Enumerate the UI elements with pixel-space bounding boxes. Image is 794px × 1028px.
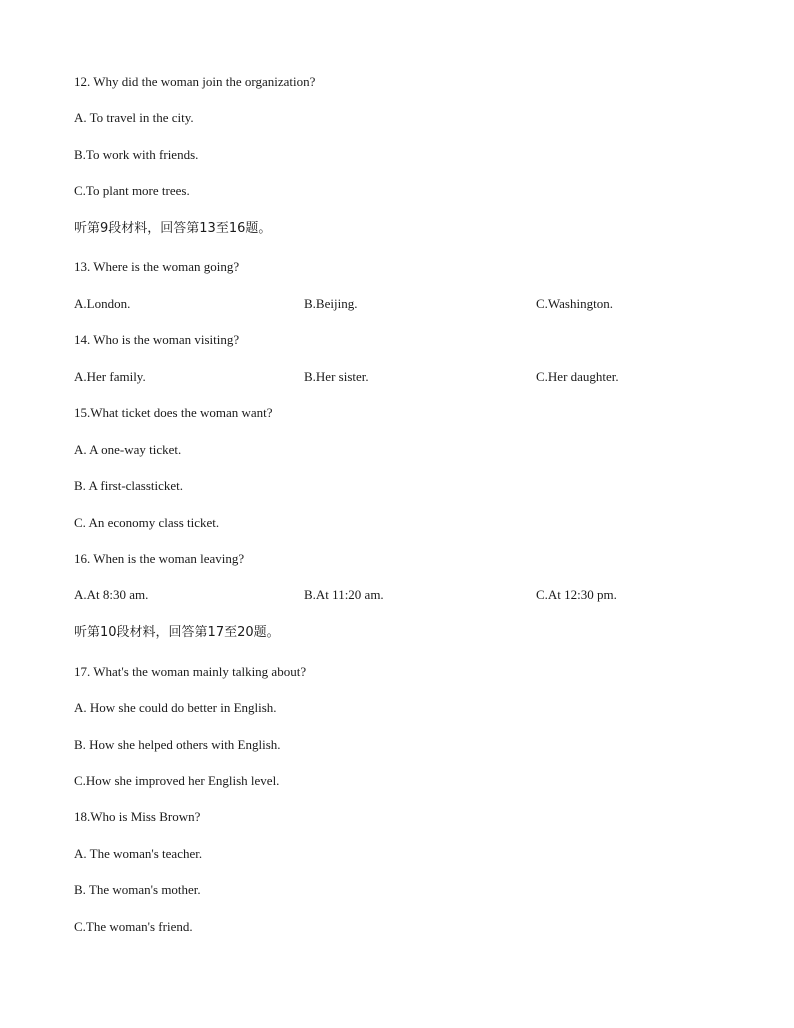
question-15-option-c: C. An economy class ticket.	[74, 515, 220, 530]
question-14-option-c: C.Her daughter.	[536, 369, 619, 384]
question-16-option-a: A.At 8:30 am.	[74, 587, 149, 602]
question-13-option-c: C.Washington.	[536, 296, 613, 311]
question-15-option-a: A. A one-way ticket.	[74, 442, 182, 457]
question-17-option-c: C.How she improved her English level.	[74, 773, 280, 788]
question-13: 13. Where is the woman going?	[74, 259, 240, 274]
question-12-option-b: B.To work with friends.	[74, 147, 199, 162]
question-12-option-a: A. To travel in the city.	[74, 110, 194, 125]
question-17-option-a: A. How she could do better in English.	[74, 700, 277, 715]
question-16-option-c: C.At 12:30 pm.	[536, 587, 617, 602]
question-13-option-b: B.Beijing.	[304, 296, 358, 311]
question-14-option-a: A.Her family.	[74, 369, 146, 384]
question-16: 16. When is the woman leaving?	[74, 551, 245, 566]
section-heading-9: 听第9段材料，回答第13至16题。	[74, 221, 272, 236]
section-heading-10: 听第10段材料，回答第17至20题。	[74, 625, 280, 640]
question-17-option-b: B. How she helped others with English.	[74, 737, 281, 752]
question-12-option-c: C.To plant more trees.	[74, 183, 190, 198]
question-18-option-b: B. The woman's mother.	[74, 882, 201, 897]
question-16-option-b: B.At 11:20 am.	[304, 587, 384, 602]
question-18: 18.Who is Miss Brown?	[74, 809, 201, 824]
question-14: 14. Who is the woman visiting?	[74, 332, 240, 347]
question-12: 12. Why did the woman join the organization?	[74, 74, 316, 89]
question-14-option-b: B.Her sister.	[304, 369, 369, 384]
question-13-option-a: A.London.	[74, 296, 131, 311]
question-18-option-a: A. The woman's teacher.	[74, 846, 203, 861]
question-15: 15.What ticket does the woman want?	[74, 405, 273, 420]
question-17: 17. What's the woman mainly talking about?	[74, 664, 307, 679]
question-18-option-c: C.The woman's friend.	[74, 919, 193, 934]
question-15-option-b: B. A first-classticket.	[74, 478, 184, 493]
